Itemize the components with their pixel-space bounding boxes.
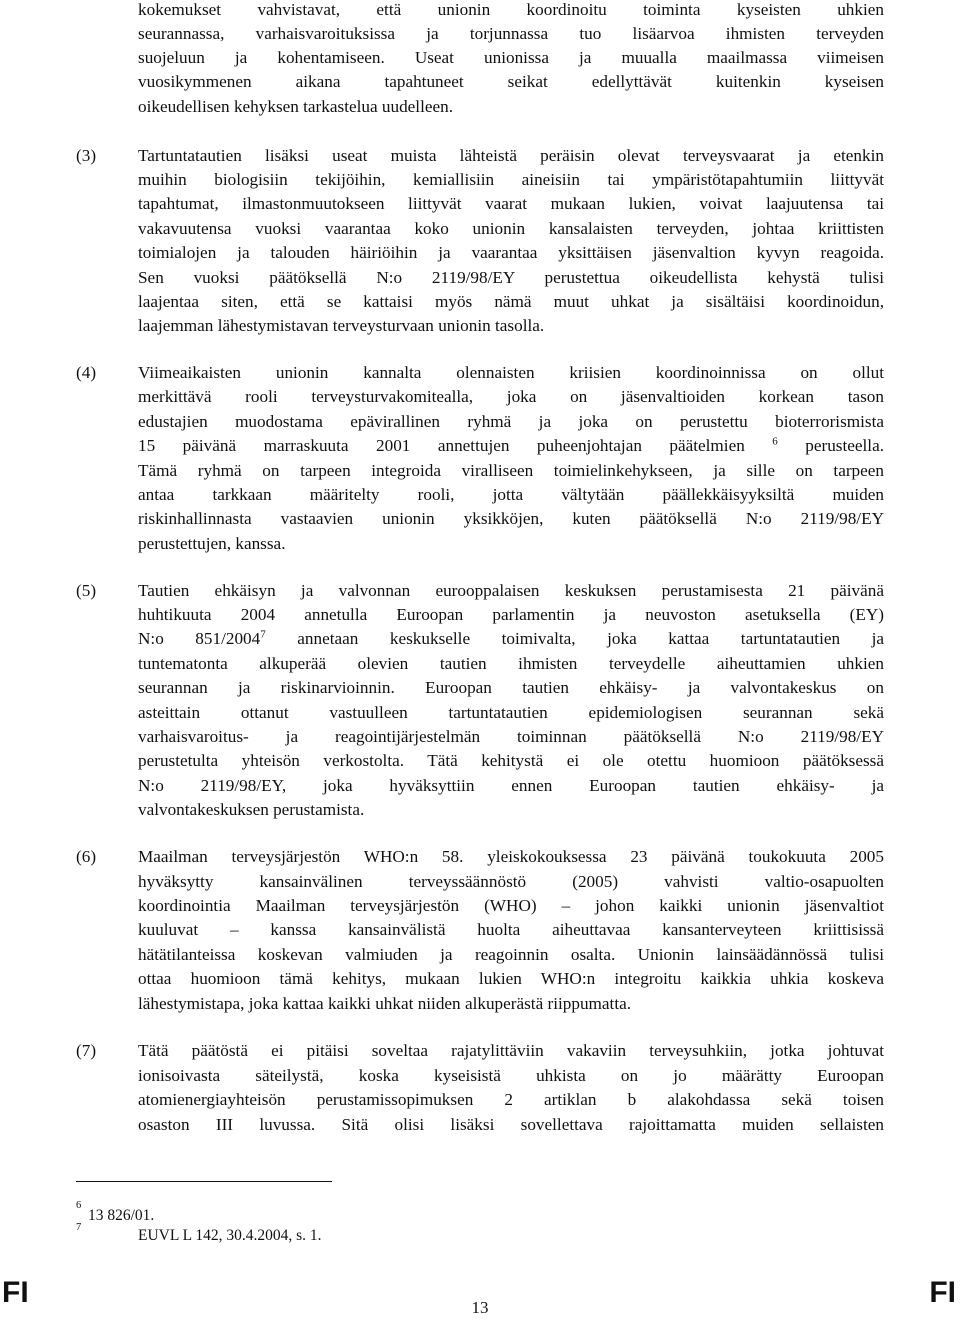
- text-line: lähestymistapa, joka kattaa kaikki uhkat niiden alkuperästä riippumatta.: [138, 994, 632, 1013]
- text-line: kokemukset vahvistavat, että unionin koordinoitu toiminta kyseisten uhkien: [138, 0, 884, 19]
- text-line: tuntematonta alkuperää olevien tautien ihmisten terveydelle aiheuttamien uhkien: [138, 654, 884, 673]
- language-code-left: FI: [2, 1276, 29, 1309]
- text-line: Tautien ehkäisyn ja valvonnan eurooppalaisen keskuksen perustamisesta 21 päivänä: [138, 581, 884, 600]
- paragraph-number: (7): [76, 1041, 97, 1060]
- footnote-mark: 6: [76, 1200, 82, 1211]
- text-line: hyväksytty kansainvälinen terveyssäännöstö (2005) vahvisti valtio-osapuolten: [138, 872, 884, 891]
- text-line: hätätilanteissa koskevan valmiuden ja reagoinnin osalta. Unionin lainsäädännössä tulisi: [138, 945, 884, 964]
- text-line-with-footnote: [138, 434, 884, 458]
- text-line: valvontakeskuksen perustamista.: [138, 800, 365, 819]
- text-line: vuosikymmenen aikana tapahtuneet seikat edellyttävät kuitenkin kyseisen: [138, 72, 884, 91]
- text-line: ionisoivasta säteilystä, koska kyseisistä uhkista on jo määrätty Euroopan: [138, 1066, 884, 1085]
- text-line: koordinointia Maailman terveysjärjestön (WHO) – johon kaikki unionin jäsenvaltiot: [138, 896, 884, 915]
- text-line: merkittävä rooli terveysturvakomitealla, joka on jäsenvaltioiden korkean tason: [138, 387, 884, 406]
- text-line: asteittain ottanut vastuulleen tartuntatautien epidemiologisen seurannan sekä: [138, 703, 884, 722]
- text-line: muihin biologisiin tekijöihin, kemiallisiin aineisiin tai ympäristötapahtumiin liittyvät: [138, 170, 884, 189]
- text-line: seurannassa, varhaisvaroituksissa ja torjunnassa tuo lisäarvoa ihmisten terveyden: [138, 24, 884, 43]
- text-line: perustettujen, kanssa.: [138, 534, 286, 553]
- text-segment: annetaan keskukselle toimivalta, joka kattaa tartuntatautien ja: [297, 629, 884, 648]
- text-line: Sen vuoksi päätöksellä N:o 2119/98/EY perustettua oikeudellista kehystä tulisi: [138, 268, 884, 287]
- text-segment: perusteella.: [805, 436, 885, 455]
- text-line: atomienergiayhteisön perustamissopimuksen 2 artiklan b alakohdassa sekä toisen: [138, 1090, 884, 1109]
- text-line: toimialojen ja talouden häiriöihin ja vaarantaa yksittäisen jäsenvaltion kyvyn reagoida.: [138, 243, 884, 262]
- text-line: ottaa huomioon tämä kehitys, mukaan lukien WHO:n integroitu kaikkia uhkia koskeva: [138, 969, 884, 988]
- footnote-separator: [76, 1181, 332, 1182]
- text-line: Tämä ryhmä on tarpeen integroida viralliseen toimielinkehykseen, ja sille on tarpeen: [138, 461, 884, 480]
- text-line: oikeudellisen kehyksen tarkastelua uudelleen.: [138, 97, 453, 116]
- text-line: Maailman terveysjärjestön WHO:n 58. yleiskokouksessa 23 päivänä toukokuuta 2005: [138, 847, 884, 866]
- text-line: perustetulta yhteisön verkostolta. Tätä kehitystä ei ole otettu huomioon päätöksessä: [138, 751, 884, 770]
- page-number: 13: [471, 1298, 489, 1317]
- text-line: osaston III luvussa. Sitä olisi lisäksi sovellettava rajoittamatta muiden sellaisten: [138, 1115, 884, 1134]
- text-line: Tartuntatautien lisäksi useat muista lähteistä peräisin olevat terveysvaarat ja etenkin: [138, 146, 884, 165]
- text-line-with-footnote: [138, 627, 884, 651]
- text-line: laajemman lähestymistavan terveysturvaan unionin tasolla.: [138, 316, 545, 335]
- text-line: varhaisvaroitus- ja reagointijärjestelmän toiminnan päätöksellä N:o 2119/98/EY: [138, 727, 884, 746]
- text-line: laajentaa siten, että se kattaisi myös nämä muut uhkat ja sisältäisi koordinoidun,: [138, 292, 884, 311]
- text-line: riskinhallinnasta vastaavien unionin yksikköjen, kuten päätöksellä N:o 2119/98/EY: [138, 509, 884, 528]
- text-line: Tätä päätöstä ei pitäisi soveltaa rajatylittäviin vakaviin terveysuhkiin, jotka johtuvat: [138, 1041, 884, 1060]
- text-line: N:o 2119/98/EY, joka hyväksyttiin ennen Euroopan tautien ehkäisy- ja: [138, 776, 884, 795]
- text-line: Viimeaikaisten unionin kannalta olennaisten kriisien koordinoinnissa on ollut: [138, 363, 884, 382]
- footnote-text: 13 826/01.: [88, 1207, 155, 1224]
- footnote-text: EUVL L 142, 30.4.2004, s. 1.: [138, 1227, 322, 1244]
- text-line: suojeluun ja kohentamiseen. Useat unionissa ja muualla maailmassa viimeisen: [138, 48, 884, 67]
- paragraph-number: (4): [76, 363, 97, 382]
- footnote-ref: 6: [772, 435, 778, 448]
- text-line: tapahtumat, ilmastonmuutokseen liittyvät vaarat mukaan lukien, voivat laajuutensa tai: [138, 194, 884, 213]
- footnote-ref: 7: [260, 628, 266, 641]
- text-segment: 15 päivänä marraskuuta 2001 annettujen puheenjohtajan päätelmien: [138, 436, 745, 455]
- paragraph-number: (5): [76, 581, 97, 600]
- text-line: kuuluvat – kanssa kansainvälistä huolta aiheuttavaa kansanterveyteen kriittisissä: [138, 920, 884, 939]
- text-segment: N:o 851/2004: [138, 629, 261, 648]
- text-line: huhtikuuta 2004 annetulla Euroopan parlamentin ja neuvoston asetuksella (EY): [138, 605, 884, 624]
- text-line: antaa tarkkaan määritelty rooli, jotta vältytään päällekkäisyyksiltä muiden: [138, 485, 884, 504]
- text-line: vakavuutensa vuoksi vaarantaa koko unionin kansalaisten terveyden, johtaa kriittisten: [138, 219, 884, 238]
- paragraph-number: (6): [76, 847, 97, 866]
- text-line: seurannan ja riskinarvioinnin. Euroopan tautien ehkäisy- ja valvontakeskus on: [138, 678, 884, 697]
- paragraph-number: (3): [76, 146, 97, 165]
- text-line: edustajien muodostama epävirallinen ryhmä ja joka on perustettu bioterrorismista: [138, 412, 884, 431]
- language-code-right: FI: [929, 1276, 956, 1309]
- footnote-mark: 7: [76, 1222, 82, 1233]
